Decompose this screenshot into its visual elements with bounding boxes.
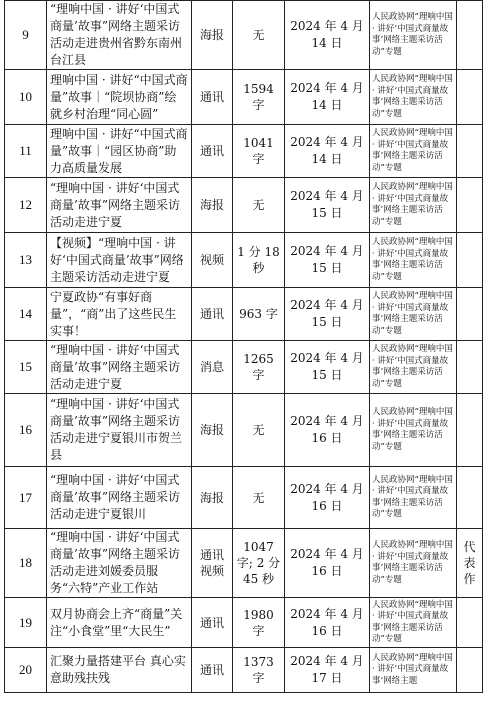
remark (457, 341, 483, 394)
work-size: 963 字 (233, 288, 285, 341)
work-size: 1 分 18 秒 (233, 233, 285, 288)
work-type: 通讯 视频 (192, 529, 233, 598)
remark (457, 233, 483, 288)
table-row (5, 178, 483, 233)
publish-source: 人民政协网“理响中国 · 讲好‘中国式商量故事’网络主题采访活动”专题 (370, 178, 457, 233)
table-row (5, 648, 483, 693)
remark (457, 178, 483, 233)
work-type: 通讯 (192, 125, 233, 178)
remark (457, 70, 483, 125)
work-size: 无 (233, 467, 285, 529)
work-type: 海报 (192, 467, 233, 529)
row-number: 13 (5, 233, 47, 288)
publish-date: 2024 年 4 月 16 日 (285, 394, 370, 467)
row-number: 14 (5, 288, 47, 341)
publish-date: 2024 年 4 月 14 日 (285, 70, 370, 125)
work-title: 汇聚力量搭建平台 真心实意助残扶残 (47, 648, 192, 693)
work-title: 【视频】“理响中国 · 讲好‘中国式商量’故事”网络主题采访活动走进宁夏 (47, 233, 192, 288)
work-size: 1047 字; 2 分 45 秒 (233, 529, 285, 598)
table-row (5, 288, 483, 341)
table-row (5, 1, 483, 70)
remark (457, 467, 483, 529)
publish-source: 人民政协网“理响中国 · 讲好‘中国式商量故事’网络主题采访活动”专题 (370, 125, 457, 178)
work-size: 1980 字 (233, 598, 285, 648)
remark (457, 1, 483, 70)
publish-source: 人民政协网“理响中国 · 讲好‘中国式商量故事’网络主题采访活动”专题 (370, 394, 457, 467)
row-number: 20 (5, 648, 47, 693)
table-row (5, 70, 483, 125)
publish-date: 2024 年 4 月 15 日 (285, 233, 370, 288)
publish-date: 2024 年 4 月 15 日 (285, 288, 370, 341)
publish-source: 人民政协网“理响中国 · 讲好‘中国式商量故事’网络主题采访活动”专题 (370, 598, 457, 648)
publish-date: 2024 年 4 月 15 日 (285, 341, 370, 394)
table-row (5, 394, 483, 467)
row-number: 10 (5, 70, 47, 125)
row-number: 19 (5, 598, 47, 648)
row-number: 18 (5, 529, 47, 598)
publish-source: 人民政协网“理响中国 · 讲好‘中国式商量故事’网络主题采访活动”专题 (370, 341, 457, 394)
work-title: 双月协商会上齐“商量”关注“小食堂”里“大民生” (47, 598, 192, 648)
work-size: 1594 字 (233, 70, 285, 125)
publish-date: 2024 年 4 月 16 日 (285, 598, 370, 648)
table-row (5, 125, 483, 178)
remark (457, 394, 483, 467)
work-size: 无 (233, 178, 285, 233)
row-number: 12 (5, 178, 47, 233)
work-type: 海报 (192, 394, 233, 467)
work-type: 海报 (192, 1, 233, 70)
publish-source: 人民政协网“理响中国 · 讲好‘中国式商量故事’网络主题采访活动”专题 (370, 70, 457, 125)
publish-date: 2024 年 4 月 14 日 (285, 125, 370, 178)
row-number: 9 (5, 1, 47, 70)
remark (457, 648, 483, 693)
work-title: “理响中国 · 讲好‘中国式商量’故事”网络主题采访活动走进贵州省黔东南州台江县 (47, 1, 192, 70)
work-type: 消息 (192, 341, 233, 394)
publish-source: 人民政协网“理响中国 · 讲好‘中国式商量故事’网络主题 (370, 648, 457, 693)
work-size: 无 (233, 1, 285, 70)
publish-source: 人民政协网“理响中国 · 讲好‘中国式商量故事’网络主题采访活动”专题 (370, 233, 457, 288)
row-number: 11 (5, 125, 47, 178)
work-title: “理响中国 · 讲好‘中国式商量’故事”网络主题采访活动走进宁夏 (47, 341, 192, 394)
remark (457, 288, 483, 341)
publish-date: 2024 年 4 月 16 日 (285, 529, 370, 598)
work-title: 理响中国 · 讲好“中国式商量”故事｜“园区协商”助力高质量发展 (47, 125, 192, 178)
row-number: 16 (5, 394, 47, 467)
row-number: 17 (5, 467, 47, 529)
work-size: 无 (233, 394, 285, 467)
work-title: “理响中国 · 讲好‘中国式商量’故事”网络主题采访活动走进刘媛委员服务“六特”产业工作站 (47, 529, 192, 598)
work-type: 通讯 (192, 288, 233, 341)
work-title: “理响中国 · 讲好‘中国式商量’故事”网络主题采访活动走进宁夏银川 (47, 467, 192, 529)
remark (457, 598, 483, 648)
table-row (5, 598, 483, 648)
publish-date: 2024 年 4 月 17 日 (285, 648, 370, 693)
publish-date: 2024 年 4 月 16 日 (285, 467, 370, 529)
publish-source: 人民政协网“理响中国 · 讲好‘中国式商量故事’网络主题采访活动”专题 (370, 288, 457, 341)
work-type: 视频 (192, 233, 233, 288)
publish-source: 人民政协网“理响中国 · 讲好‘中国式商量故事’网络主题采访活动”专题 (370, 467, 457, 529)
work-type: 通讯 (192, 70, 233, 125)
table-row (5, 529, 483, 598)
work-type: 通讯 (192, 598, 233, 648)
work-title: “理响中国 · 讲好‘中国式商量’故事”网络主题采访活动走进宁夏银川市贺兰县 (47, 394, 192, 467)
work-size: 1373 字 (233, 648, 285, 693)
row-number: 15 (5, 341, 47, 394)
work-type: 海报 (192, 178, 233, 233)
work-size: 1041 字 (233, 125, 285, 178)
publish-date: 2024 年 4 月 15 日 (285, 178, 370, 233)
work-title: 宁夏政协“有事好商量”，“商”出了这些民生实事！ (47, 288, 192, 341)
work-title: “理响中国 · 讲好‘中国式商量’故事”网络主题采访活动走进宁夏 (47, 178, 192, 233)
work-title: 理响中国 · 讲好“中国式商量”故事｜“院坝协商”绘就乡村治理“同心圆” (47, 70, 192, 125)
work-size: 1265 字 (233, 341, 285, 394)
publish-source: 人民政协网“理响中国 · 讲好‘中国式商量故事’网络主题采访活动”专题 (370, 1, 457, 70)
publish-date: 2024 年 4 月 14 日 (285, 1, 370, 70)
works-table-body (5, 1, 483, 693)
table-row (5, 341, 483, 394)
works-table (4, 0, 483, 693)
remark: 代表作 (457, 529, 483, 598)
table-row (5, 233, 483, 288)
remark (457, 125, 483, 178)
table-row (5, 467, 483, 529)
publish-source: 人民政协网“理响中国 · 讲好‘中国式商量故事’网络主题采访活动”专题 (370, 529, 457, 598)
work-type: 通讯 (192, 648, 233, 693)
